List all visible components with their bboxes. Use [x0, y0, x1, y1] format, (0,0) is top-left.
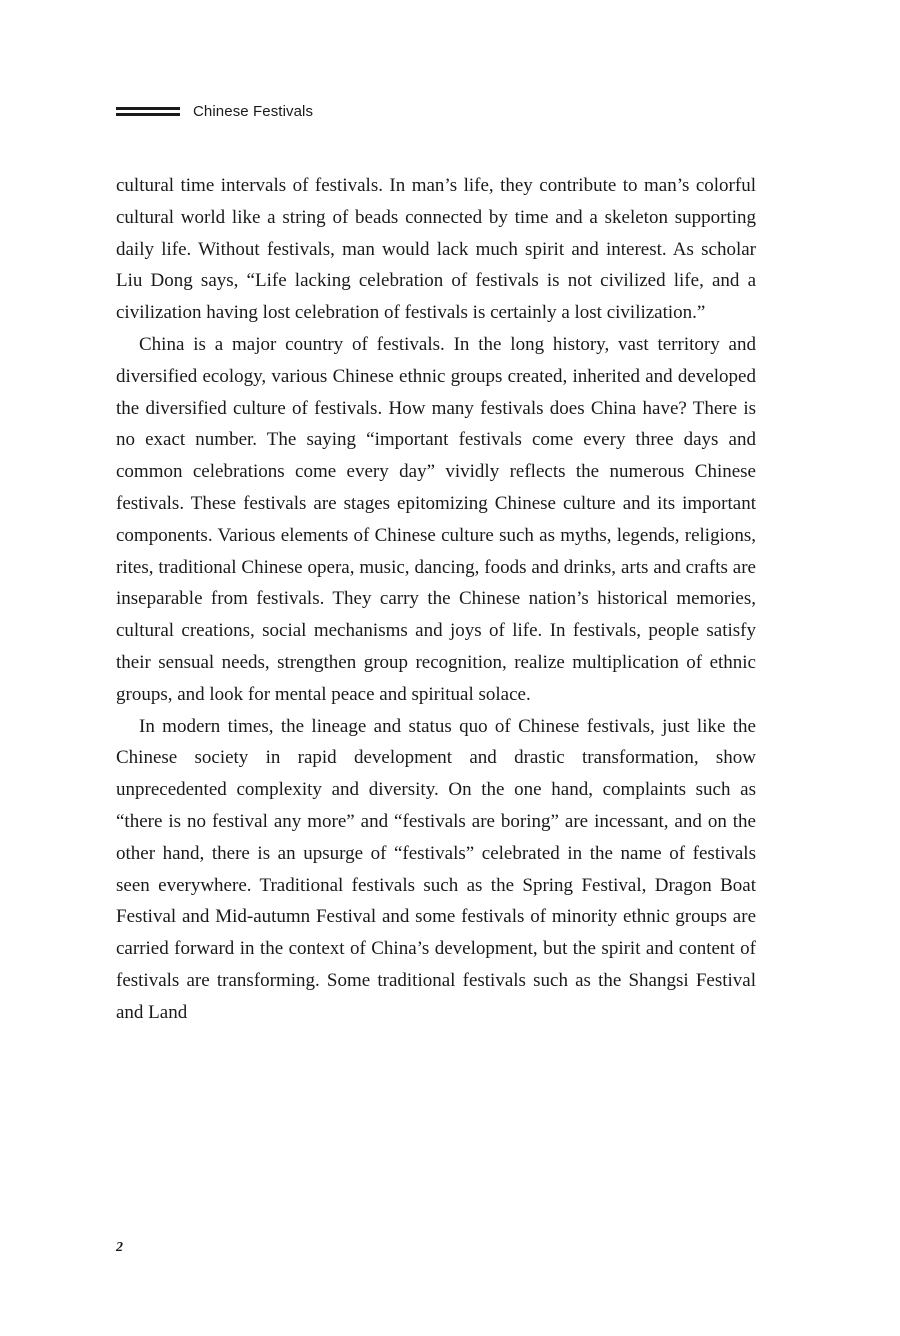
paragraph-continuation: cultural time intervals of festivals. In man’s life, they contribute to man’s colorful cultural world like a string of beads connected by time and a skeleton supporting daily life. Without festivals, man would lack much spirit and interest. As scholar Liu Dong says, “Life lacking celebration of festivals is not civilized life, and a civilization having lost celebration of festivals is certainly a lost civilization.”	[116, 175, 756, 324]
running-head-title: Chinese Festivals	[193, 102, 314, 120]
page-number: 2	[116, 1240, 123, 1255]
body-text	[116, 170, 756, 1029]
paragraph-china-festivals: China is a major country of festivals. In the long history, vast territory and diversified ecology, various Chinese ethnic groups created, inherited and developed the diversified culture of festivals. How many festivals does China have? There is no exact number. The saying “important festivals come every three days and common celebrations come every day” vividly reflects the numerous Chinese festivals. These festivals are stages epitomizing Chinese culture and its important components. Various elements of Chinese culture such as myths, legends, religions, rites, traditional Chinese opera, music, dancing, foods and drinks, arts and crafts are inseparable from festivals. They carry the Chinese nation’s historical memories, cultural creations, social mechanisms and joys of life. In festivals, people satisfy their sensual needs, strengthen group recognition, realize multiplication of ethnic groups, and look for mental peace and spiritual solace.	[116, 333, 756, 705]
running-head	[116, 101, 313, 121]
header-double-rule	[116, 107, 180, 116]
paragraph-modern-times: In modern times, the lineage and status quo of Chinese festivals, just like the Chinese society in rapid development and drastic transformation, show unprecedented complexity and diversity. On the one hand, complaints such as “there is no festival any more” and “festivals are boring” are incessant, and on the other hand, there is an upsurge of “festivals” celebrated in the name of festivals seen everywhere. Traditional festivals such as the Spring Festival, Dragon Boat Festival and Mid-autumn Festival and some festivals of minority ethnic groups are carried forward in the context of China’s development, but the spirit and content of festivals are transforming. Some traditional festivals such as the Shangsi Festival and Land	[116, 715, 756, 1023]
